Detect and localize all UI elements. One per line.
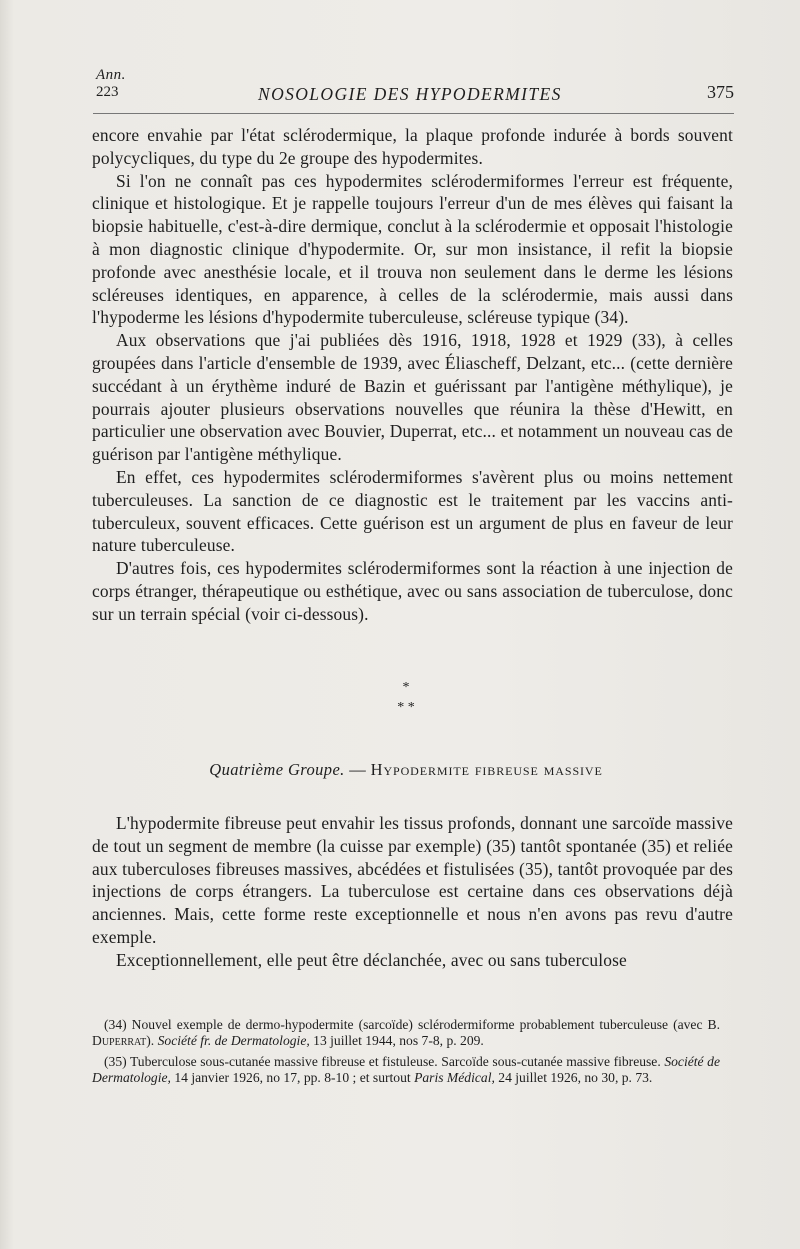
header-annotation: Ann. — [96, 67, 126, 83]
page-number: 375 — [707, 82, 734, 102]
running-title: NOSOLOGIE DES HYPODERMITES — [258, 84, 562, 104]
footnote-34: (34) Nouvel exemple de dermo-hypodermite (sarcoïde) sclérodermiforme probablement tuberculeuse (avec B. Duperrat). Société fr. de Dermatologie, 13 juillet 1944, nos 7-8, p. 209. — [92, 1017, 720, 1049]
paragraph: D'autres fois, ces hypodermites sclérodermiformes sont la réaction à une injection de corps étranger, thérapeutique ou esthétique, avec ou sans association de tuberculose, donc sur un terrain spécial (voir ci-dessous). — [92, 558, 733, 624]
section-text — [92, 812, 733, 972]
section-dash: — — [344, 760, 371, 779]
section-name: Hypodermite fibreuse massive — [370, 760, 603, 779]
paragraph: encore envahie par l'état sclérodermique, la plaque profonde indurée à bords souvent polycycliques, du type du 2e groupe des hypodermites. — [92, 125, 733, 168]
separator-star-top: * — [402, 680, 410, 695]
header-annotation-number: 223 — [96, 84, 119, 100]
section-heading — [0, 760, 800, 780]
main-text — [92, 124, 733, 626]
separator-stars-bottom: * * — [397, 700, 415, 715]
paragraph: Aux observations que j'ai publiées dès 1916, 1918, 1928 et 1929 (33), à celles groupées dans l'article d'ensemble de 1939, avec Éliascheff, Delzant, etc... (cette dernière succédant à un érythème induré de Bazin et guérissant par l'antigène méthylique), je pourrais ajouter plusieurs observations nouvelles que réunira la thèse d'Hewitt, en particulier une observation avec Bouvier, Duperrat, etc... et notamment un nouveau cas de guérison par l'antigène méthylique. — [92, 330, 733, 465]
footnotes — [92, 1017, 720, 1091]
paragraph: Exceptionnellement, elle peut être déclanchée, avec ou sans tuberculose — [116, 949, 627, 970]
header-rule — [93, 113, 734, 114]
paragraph: L'hypodermite fibreuse peut envahir les tissus profonds, donnant une sarcoïde massive de tout un segment de membre (la cuisse par exemple) (35) tantôt spontanée (35) et reliée aux tuberculoses fibreuses massives, abcédées et fistulisées (35), tantôt provoquée par des injections de corps étrangers. La tuberculose est certaine dans ces observations déjà anciennes. Mais, cette forme reste exceptionnelle et nous n'en avons pas revu d'autre exemple. — [92, 813, 733, 947]
footnote-35: (35) Tuberculose sous-cutanée massive fibreuse et fistuleuse. Sarcoïde sous-cutanée massive fibreuse. Société de Dermatologie, 14 janvier 1926, no 17, pp. 8-10 ; et surtout Paris Médical, 24 juillet 1926, no 30, p. 73. — [92, 1053, 720, 1086]
section-group: Quatrième Groupe. — [209, 760, 345, 779]
paragraph: En effet, ces hypodermites sclérodermiformes s'avèrent plus ou moins nettement tuberculeuses. La sanction de ce diagnostic est le traitement par les vaccins anti-tuberculeux, souvent efficaces. Cette guérison est un argument de plus en faveur de leur nature tuberculeuse. — [92, 466, 733, 556]
section-separator — [0, 678, 800, 718]
paragraph: Si l'on ne connaît pas ces hypodermites sclérodermiformes l'erreur est fréquente, clinique et histologique. Et je rappelle toujours l'erreur d'un de mes élèves qui faisant la biopsie habituelle, c'est-à-dire dermique, conclut à la sclérodermie et opposait l'histologie à mon diagnostic clinique d'hypodermite. Or, sur mon insistance, il refit la biopsie profonde avec anesthésie locale, et il trouva non seulement dans le derme les lésions scléreuses identiques, en apparence, à celles de la sclérodermie, mais aussi dans l'hypoderme les lésions d'hypodermite tuberculeuse, scléreuse typique (34). — [92, 170, 733, 328]
